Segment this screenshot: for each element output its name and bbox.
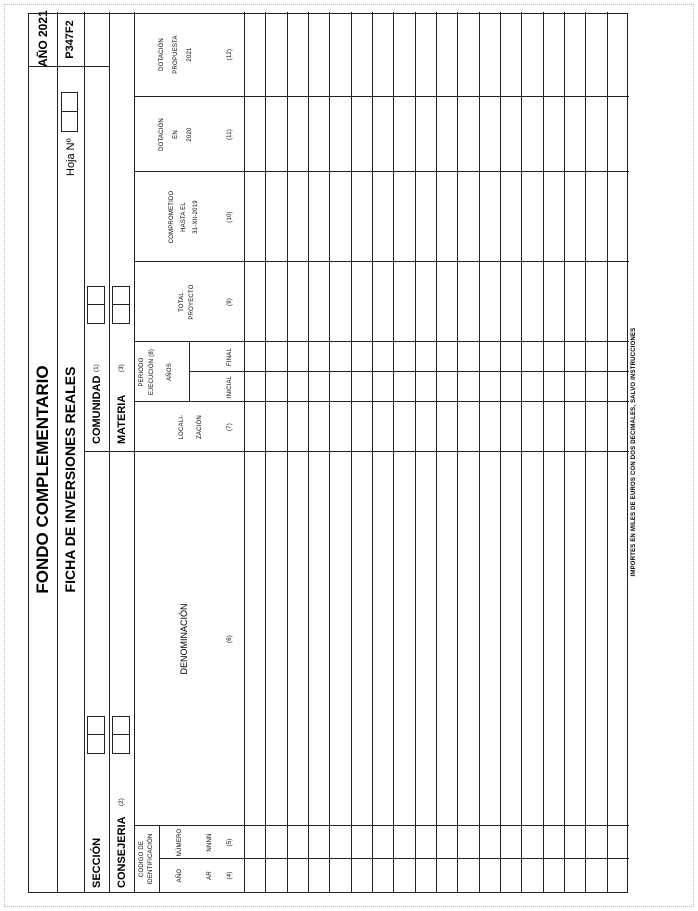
dotacion-2021-line3: 2021 (187, 47, 193, 62)
hoja-number-box[interactable] (61, 92, 78, 132)
periodo-anos: AÑOS (167, 363, 173, 381)
periodo-inicial: INICIAL (227, 375, 233, 399)
total-ref: (9) (227, 298, 233, 306)
table-row-divider (457, 12, 458, 892)
table-row-divider (607, 12, 608, 892)
localizacion-ref: (7) (227, 423, 233, 431)
dotacion-2020-line1: DOTACIÓN (159, 118, 165, 151)
table-row-divider (585, 12, 586, 892)
materia-label: MATERIA (116, 394, 128, 444)
numero-ref: (5) (227, 838, 233, 847)
dotacion-2020-ref: (11) (227, 128, 233, 141)
numero-label: NÚMERO (177, 828, 183, 857)
table-row-divider (500, 12, 501, 892)
comunidad-label: COMUNIDAD (91, 375, 103, 444)
table-row-divider (436, 12, 437, 892)
divider (134, 171, 629, 172)
dotacion-2020-line3: 2020 (187, 127, 193, 142)
divider (84, 12, 85, 892)
table-row-divider (564, 12, 565, 892)
comprometido-line3: 31-XII-2019 (193, 200, 199, 234)
divider (134, 12, 135, 892)
table-row-divider (415, 12, 416, 892)
dotacion-2020-line2: EN (173, 130, 179, 139)
table-row-divider (265, 12, 266, 892)
table-row-divider (479, 12, 480, 892)
divider (189, 342, 190, 402)
divider (109, 12, 110, 892)
form-subtitle: FICHA DE INVERSIONES REALES (62, 366, 78, 593)
form-title: FONDO COMPLEMENTARIO (33, 365, 52, 594)
periodo-line2: EJECUCIÓN (8) (149, 348, 155, 396)
comprometido-line2: HASTA EL (181, 202, 187, 232)
divider (134, 261, 629, 262)
form-code: P347F2 (64, 20, 76, 59)
total-line2: PROYECTO (189, 284, 195, 320)
codigo-line2: IDENTIFICACIÓN (148, 833, 154, 885)
consejeria-label: CONSEJERIA (116, 816, 128, 888)
divider (134, 451, 629, 452)
divider (244, 12, 245, 892)
denominacion-label: DENOMINACIÓN (179, 603, 189, 675)
divider (112, 304, 130, 305)
divider (134, 401, 629, 402)
divider (61, 111, 78, 112)
divider (87, 304, 105, 305)
divider (57, 12, 58, 892)
anio-ref: (4) (227, 871, 233, 880)
divider (159, 826, 160, 892)
table-row-divider (521, 12, 522, 892)
numero-value: NNNN (207, 833, 213, 852)
periodo-final: FINAL (227, 348, 233, 367)
divider (84, 451, 134, 452)
investment-form (28, 10, 637, 893)
table-row-divider (351, 12, 352, 892)
table-row-divider (287, 12, 288, 892)
total-line1: TOTAL (179, 292, 185, 312)
comunidad-box[interactable] (87, 286, 105, 324)
footer-note: IMPORTES EN MILES DE EUROS CON DOS DECIMALES, SALVO INSTRUCCIONES (631, 327, 637, 577)
hoja-label: Hoja Nº (65, 138, 77, 176)
table-row-divider (393, 12, 394, 892)
table-row-divider (543, 12, 544, 892)
consejeria-ref: (2) (119, 798, 125, 806)
comprometido-line1: COMPROMETIDO (169, 190, 175, 244)
dotacion-2021-ref: (12) (227, 48, 233, 61)
periodo-line1: PERIODO (139, 357, 145, 387)
codigo-line1: CODIGO DE (139, 840, 145, 878)
anio-label: AÑO (177, 868, 183, 883)
divider (134, 341, 629, 342)
denominacion-ref: (6) (227, 635, 233, 643)
dotacion-2021-line2: PROPUESTA (173, 35, 179, 74)
divider (87, 734, 105, 735)
year-label: AÑO 2021 (36, 10, 50, 67)
seccion-label: SECCIÓN (91, 837, 103, 888)
seccion-box[interactable] (87, 716, 105, 754)
divider (134, 96, 629, 97)
localizacion-line2: ZACIÓN (197, 415, 203, 439)
table-row-divider (372, 12, 373, 892)
dotacion-2021-line1: DOTACIÓN (159, 38, 165, 71)
table-row-divider (308, 12, 309, 892)
materia-ref: (3) (119, 364, 125, 372)
comunidad-ref: (1) (94, 364, 100, 372)
table-row-divider (329, 12, 330, 892)
consejeria-box[interactable] (112, 716, 130, 754)
localizacion-line1: LOCALI- (179, 414, 185, 440)
materia-box[interactable] (112, 286, 130, 324)
comprometido-ref: (10) (227, 211, 233, 223)
anio-value: AR (207, 871, 213, 880)
divider (189, 371, 629, 372)
divider (112, 734, 130, 735)
